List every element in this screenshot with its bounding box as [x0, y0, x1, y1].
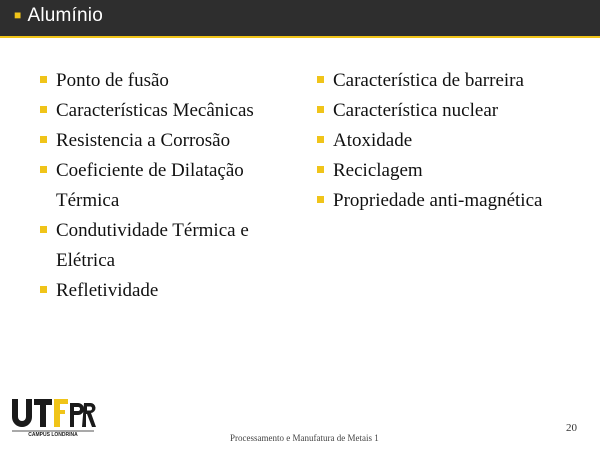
slide-title: [14, 5, 103, 27]
slide-title-text: Alumínio: [27, 5, 103, 26]
left-bullet-list: [40, 66, 310, 306]
right-bullet-list: [317, 66, 587, 216]
list-item: Propriedade anti-magnética: [317, 186, 587, 216]
page-number: 20: [566, 422, 577, 434]
title-bar: [0, 0, 600, 38]
list-item: Coeficiente de Dilatação Térmica: [40, 156, 310, 216]
footer-course: Processamento e Manufatura de Metais 1: [230, 433, 379, 443]
list-item: Condutividade Térmica e Elétrica: [40, 216, 310, 276]
list-item: Ponto de fusão: [40, 66, 310, 96]
list-item: Característica de barreira: [317, 66, 587, 96]
list-item: Atoxidade: [317, 126, 587, 156]
left-column: [40, 66, 310, 306]
list-item: Reciclagem: [317, 156, 587, 186]
campus-label: CAMPUS LONDRINA: [28, 432, 78, 438]
list-item: Característica nuclear: [317, 96, 587, 126]
list-item: Resistencia a Corrosão: [40, 126, 310, 156]
list-item: Características Mecânicas: [40, 96, 310, 126]
right-column: [317, 66, 587, 216]
square-bullet-icon: ■: [14, 8, 22, 22]
list-item: Refletividade: [40, 276, 310, 306]
